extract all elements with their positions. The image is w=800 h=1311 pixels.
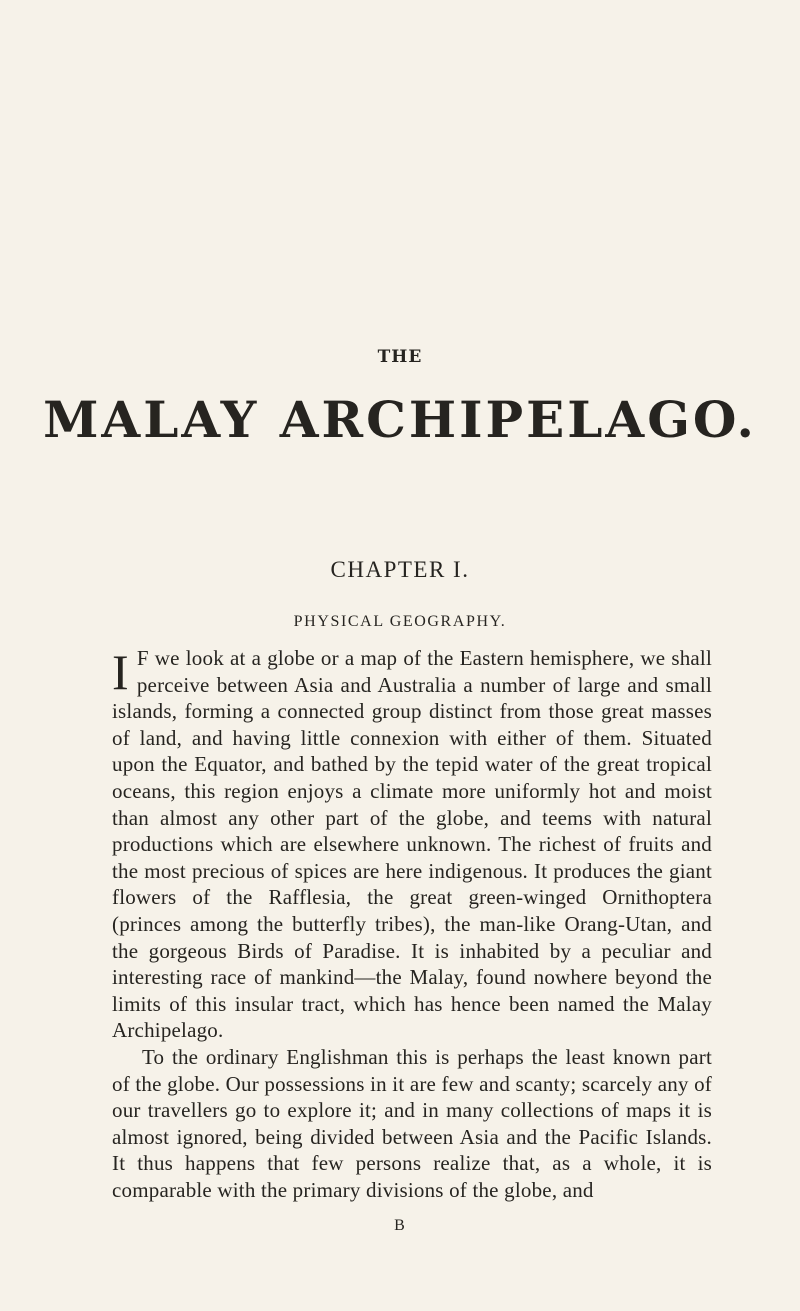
paragraph-2: To the ordinary Englishman this is perhaps the least known part of the globe. Our possessions in it are few and scanty; scarcely any of our travellers go to explore it; and in many collections of maps it is almost ignored, being divided between Asia and the Pacific Islands. It thus happens that few persons realize that, as a whole, it is comparable with the primary divisions of the globe, and xyxy=(112,1044,712,1202)
book-title: MALAY ARCHIPELAGO. xyxy=(43,390,757,449)
chapter-title: CHAPTER I. xyxy=(330,557,470,582)
paragraph-1 xyxy=(112,645,712,1044)
book-title-prefix: THE xyxy=(377,347,423,367)
chapter-subtitle: PHYSICAL GEOGRAPHY. xyxy=(293,613,507,630)
paragraph-1-text: F we look at a globe or a map of the Eastern hemisphere, we shall perceive between Asia and Australia a number of large and small islands, forming a connected group distinct from those great masses of land, and having little connexion with either of them. Situated upon the Equator, and bathed by the tepid water of the great tropical oceans, this region enjoys a climate more uniformly hot and moist than almost any other part of the globe, and teems with natural productions which are elsewhere unknown. The richest of fruits and the most precious of spices are here indigenous. It produces the giant flowers of the Rafflesia, the great green-winged Ornithoptera (princes among the butterfly tribes), the man-like Orang-Utan, and the gorgeous Birds of Paradise. It is inhabited by a peculiar and interesting race of mankind—the Malay, found nowhere beyond the limits of this insular tract, which has hence been named the Malay Archipelago. xyxy=(112,646,712,1043)
body-text xyxy=(112,645,712,1203)
signature-mark: B xyxy=(394,1217,406,1234)
drop-cap: I xyxy=(112,644,129,700)
